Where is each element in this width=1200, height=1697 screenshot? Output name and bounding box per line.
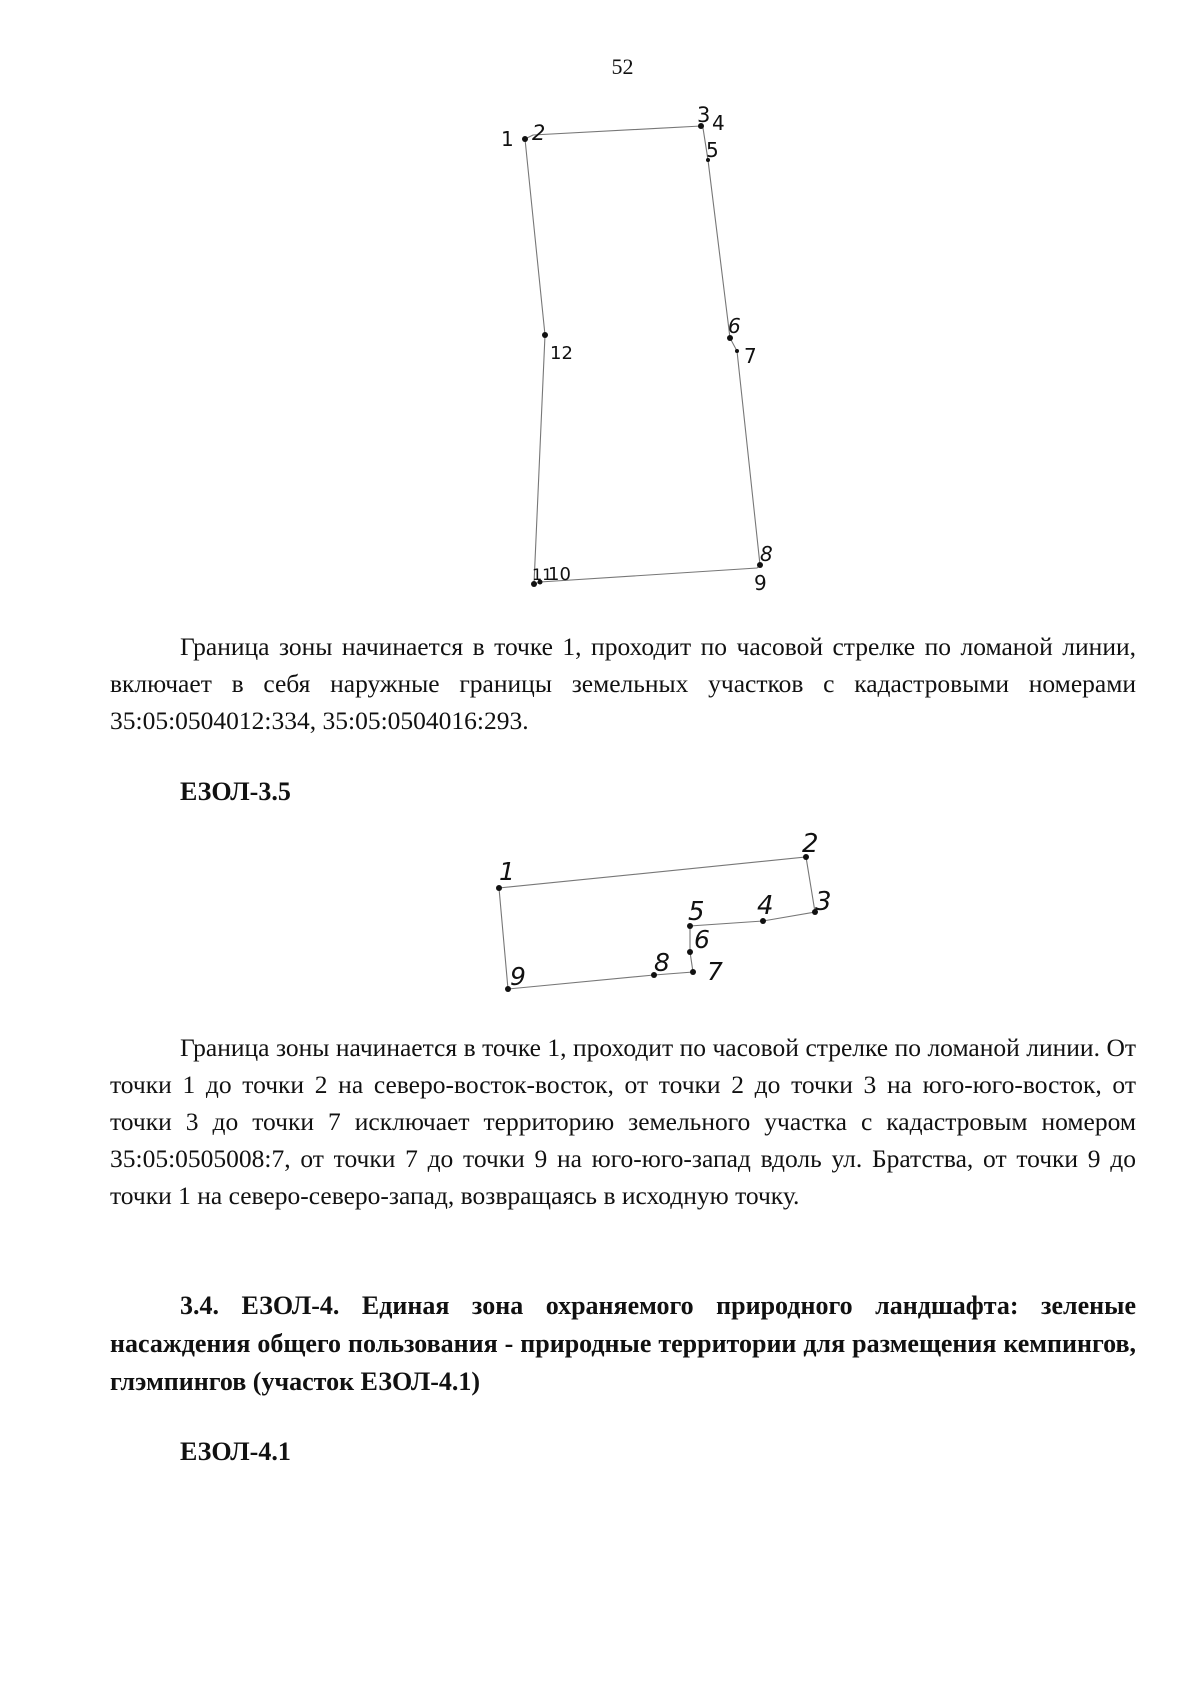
- point-label: 5: [688, 897, 705, 927]
- point-label: 6: [694, 925, 710, 954]
- point-label: 3: [815, 887, 832, 917]
- point-label: 3: [697, 103, 711, 127]
- vertex-point-6: [687, 949, 693, 955]
- point-label: 1: [501, 127, 514, 151]
- point-label: 2: [802, 829, 819, 859]
- point-label: 5: [706, 138, 719, 162]
- point-label: 9: [510, 962, 526, 991]
- zone-boundary-diagram-middle: [480, 820, 840, 1010]
- point-label: 4: [757, 891, 774, 921]
- vertex-point-7: [735, 349, 739, 353]
- paragraph-zone-description-2: Граница зоны начинается в точке 1, проходит по часовой стрелке по ломаной линии. От точки 1 до точки 2 на северо-восток-восток, от точки 2 до точки 3 на юго-юго-восток, от точки 3 до точки 7 исключает территорию земельного участка с кадастровым номером 35:05:0505008:7, от точки 7 до точки 9 на юго-юго-запад вдоль ул. Братства, от точки 9 до точки 1 на северо-северо-запад, возвращаясь в исходную точку.: [110, 1033, 1136, 1210]
- point-label: 11: [532, 565, 553, 584]
- point-label: 7: [707, 957, 723, 986]
- point-label: 4: [712, 111, 725, 135]
- vertex-point-7: [690, 969, 696, 975]
- point-label: 7: [744, 344, 757, 368]
- heading-ezol-3-5: ЕЗОЛ-3.5: [180, 777, 291, 806]
- point-label: 6: [728, 314, 741, 338]
- point-label: 2: [532, 121, 546, 145]
- point-label: 8: [760, 542, 773, 566]
- point-label: 12: [550, 343, 573, 364]
- section-title-3-4: 3.4. ЕЗОЛ-4. Единая зона охраняемого природного ландшафта: зеленые насаждения общего пользования - природные территории для размещения кемпингов, глэмпингов (участок ЕЗОЛ-4.1): [110, 1291, 1136, 1396]
- point-label: 9: [754, 571, 767, 595]
- point-label: 10: [548, 564, 571, 585]
- paragraph-zone-description-1: Граница зоны начинается в точке 1, проходит по часовой стрелке по ломаной линии, включает в себя наружные границы земельных участков с кадастровыми номерами 35:05:0504012:334, 35:05:0504016:293.: [110, 632, 1136, 735]
- point-label: 8: [654, 948, 670, 977]
- page-number: 52: [611, 54, 634, 79]
- vertex-point-1: [522, 136, 528, 142]
- vertex-point-12: [542, 332, 548, 338]
- heading-ezol-4-1: ЕЗОЛ-4.1: [180, 1437, 291, 1466]
- zone-boundary-diagram-top: [470, 95, 790, 605]
- point-label: 1: [499, 857, 515, 886]
